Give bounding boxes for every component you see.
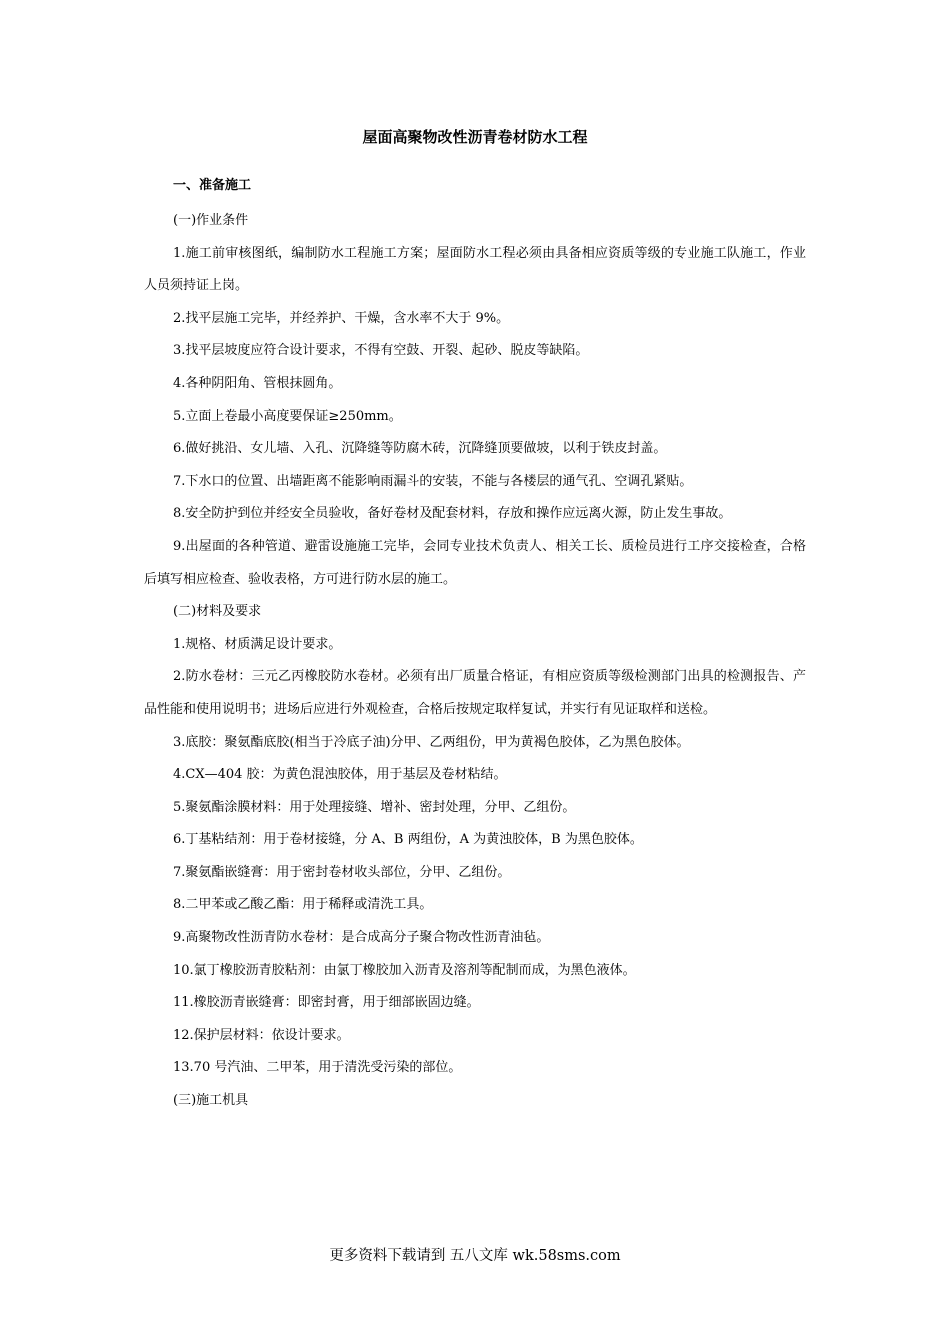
section-heading-prepare: 一、准备施工 bbox=[173, 178, 252, 193]
condition-item: 9.出屋面的各种管道、避雷设施施工完毕，会同专业技术负责人、相关工长、质检员进行工序交接检查，合格后填写相应检查、验收表格，方可进行防水层的施工。 bbox=[144, 538, 806, 587]
condition-item: 7.下水口的位置、出墙距离不能影响雨漏斗的安装，不能与各楼层的通气孔、空调孔紧贴。 bbox=[173, 473, 693, 489]
condition-item: 1.施工前审核图纸，编制防水工程施工方案；屋面防水工程必须由具备相应资质等级的专业施工队施工，作业人员须持证上岗。 bbox=[144, 245, 806, 294]
material-item: 10.氯丁橡胶沥青胶粘剂：由氯丁橡胶加入沥青及溶剂等配制而成，为黑色液体。 bbox=[173, 962, 636, 978]
condition-item: 3.找平层坡度应符合设计要求，不得有空鼓、开裂、起砂、脱皮等缺陷。 bbox=[173, 343, 589, 359]
material-item: 9.高聚物改性沥青防水卷材：是合成高分子聚合物改性沥青油毡。 bbox=[173, 930, 550, 946]
condition-item: 4.各种阴阳角、管根抹圆角。 bbox=[173, 375, 342, 391]
condition-item: 2.找平层施工完毕，并经养护、干燥，含水率不大于 9%。 bbox=[173, 310, 510, 326]
subsection-heading-materials: (二)材料及要求 bbox=[173, 604, 262, 620]
material-item: 4.CX—404 胶：为黄色混浊胶体，用于基层及卷材粘结。 bbox=[173, 767, 507, 783]
material-item: 12.保护层材料：依设计要求。 bbox=[173, 1027, 350, 1043]
material-item: 1.规格、材质满足设计要求。 bbox=[173, 636, 342, 652]
footer-watermark-text: 更多资料下载请到 五八文库 wk.58sms.com bbox=[329, 1248, 621, 1264]
document-title: 屋面高聚物改性沥青卷材防水工程 bbox=[362, 128, 588, 146]
condition-item: 8.安全防护到位并经安全员验收，备好卷材及配套材料，存放和操作应远离火源，防止发生事故。 bbox=[173, 506, 732, 522]
material-item: 13.70 号汽油、二甲苯，用于清洗受污染的部位。 bbox=[173, 1060, 462, 1076]
document-body bbox=[144, 173, 806, 1118]
condition-item: 5.立面上卷最小高度要保证≥250mm。 bbox=[173, 408, 402, 424]
material-item: 7.聚氨酯嵌缝膏：用于密封卷材收头部位，分甲、乙组份。 bbox=[173, 864, 511, 880]
subsection-heading-conditions: (一)作业条件 bbox=[173, 213, 249, 228]
material-item: 8.二甲苯或乙酸乙酯：用于稀释或清洗工具。 bbox=[173, 897, 433, 913]
material-item: 6.丁基粘结剂：用于卷材接缝，分 A、B 两组份，A 为黄浊胶体，B 为黑色胶体。 bbox=[173, 832, 643, 848]
material-item: 5.聚氨酯涂膜材料：用于处理接缝、增补、密封处理，分甲、乙组份。 bbox=[173, 799, 576, 815]
material-item: 11.橡胶沥青嵌缝膏：即密封膏，用于细部嵌固边缝。 bbox=[173, 995, 480, 1011]
material-item: 2.防水卷材：三元乙丙橡胶防水卷材。必须有出厂质量合格证，有相应资质等级检测部门出具的检测报告、产品性能和使用说明书；进场后应进行外观检查，合格后按规定取样复试，并实行有见证取样和送检。 bbox=[144, 669, 806, 717]
condition-item: 6.做好挑沿、女儿墙、入孔、沉降缝等防腐木砖，沉降缝顶要做坡，以利于铁皮封盖。 bbox=[173, 441, 667, 457]
material-item: 3.底胶：聚氨酯底胶(相当于冷底子油)分甲、乙两组份，甲为黄褐色胶体，乙为黑色胶体。 bbox=[173, 734, 690, 750]
subsection-heading-tools: (三)施工机具 bbox=[173, 1093, 249, 1109]
